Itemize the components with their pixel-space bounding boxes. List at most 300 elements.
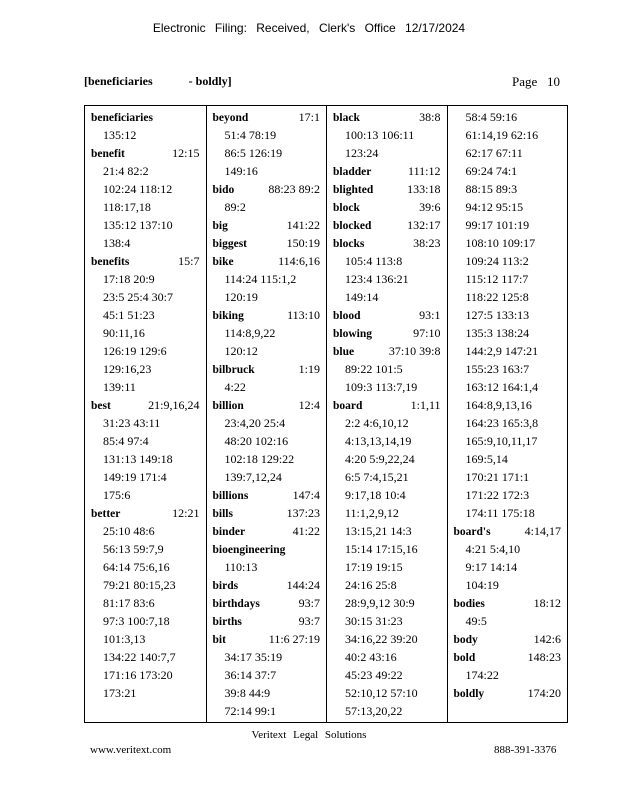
index-refs: 45:1 51:23 bbox=[103, 308, 155, 322]
index-refs: 163:12 164:1,4 bbox=[465, 380, 539, 394]
index-refs: 17:19 19:15 bbox=[345, 560, 403, 574]
index-refs: 12:4 bbox=[298, 398, 320, 412]
index-term: blue bbox=[333, 346, 355, 358]
index-refs: 99:17 101:19 bbox=[465, 218, 530, 232]
index-term: bit bbox=[212, 634, 226, 646]
index-refs: 114:6,16 bbox=[278, 254, 320, 268]
word-index-table bbox=[84, 105, 568, 723]
index-continuation bbox=[333, 540, 447, 558]
index-refs: 171:16 173:20 bbox=[103, 668, 173, 682]
index-refs: 164:8,9,13,16 bbox=[465, 398, 532, 412]
index-continuation bbox=[333, 432, 447, 450]
index-refs: 93:7 bbox=[298, 596, 320, 610]
index-refs: 89:22 101:5 bbox=[345, 362, 403, 376]
index-refs: 105:4 113:8 bbox=[345, 254, 403, 268]
index-term: bilbruck bbox=[212, 364, 255, 376]
index-continuation bbox=[91, 378, 206, 396]
index-refs: 9:17 14:14 bbox=[465, 560, 518, 574]
index-range-header: [beneficiaries - boldly] bbox=[84, 74, 232, 88]
index-continuation bbox=[333, 486, 447, 504]
index-continuation bbox=[91, 270, 206, 288]
index-continuation bbox=[454, 162, 568, 180]
index-refs: 132:17 bbox=[407, 218, 441, 232]
index-continuation bbox=[454, 270, 568, 288]
index-entry bbox=[213, 234, 327, 252]
footer-website: www.veritext.com bbox=[90, 744, 172, 756]
index-refs: 118:22 125:8 bbox=[465, 290, 529, 304]
index-term: blocked bbox=[333, 220, 372, 232]
index-refs: 25:10 48:6 bbox=[103, 524, 155, 538]
index-refs: 2:2 4:6,10,12 bbox=[345, 416, 409, 430]
index-continuation bbox=[213, 648, 327, 666]
index-continuation bbox=[213, 324, 327, 342]
index-term: beneficiaries bbox=[91, 112, 153, 124]
index-continuation bbox=[91, 162, 206, 180]
index-continuation bbox=[333, 522, 447, 540]
index-column bbox=[85, 106, 206, 722]
index-continuation bbox=[91, 612, 206, 630]
index-refs: 6:5 7:4,15,21 bbox=[345, 470, 409, 484]
index-continuation bbox=[213, 378, 327, 396]
page-number: 10 bbox=[547, 74, 561, 89]
index-continuation bbox=[333, 450, 447, 468]
index-continuation bbox=[454, 198, 568, 216]
index-continuation bbox=[333, 576, 447, 594]
index-continuation bbox=[454, 486, 568, 504]
index-continuation bbox=[213, 288, 327, 306]
index-refs: 141:22 bbox=[286, 218, 320, 232]
index-refs: 118:17,18 bbox=[103, 200, 151, 214]
index-term: billion bbox=[212, 400, 244, 412]
index-refs: 4:13,13,14,19 bbox=[345, 434, 412, 448]
index-continuation bbox=[454, 324, 568, 342]
index-continuation bbox=[454, 180, 568, 198]
index-refs: 11:6 27:19 bbox=[268, 632, 320, 646]
index-continuation bbox=[333, 378, 447, 396]
index-refs: 88:15 89:3 bbox=[465, 182, 518, 196]
index-entry bbox=[213, 306, 327, 324]
index-entry bbox=[454, 594, 568, 612]
index-continuation bbox=[91, 558, 206, 576]
index-column bbox=[326, 106, 447, 722]
index-refs: 4:22 bbox=[224, 380, 246, 394]
index-continuation bbox=[91, 360, 206, 378]
index-continuation bbox=[213, 342, 327, 360]
index-entry bbox=[213, 540, 327, 558]
index-continuation bbox=[454, 504, 568, 522]
index-continuation bbox=[91, 126, 206, 144]
index-term: birds bbox=[212, 580, 239, 592]
index-refs: 169:5,14 bbox=[465, 452, 508, 466]
index-entry bbox=[333, 324, 447, 342]
index-refs: 142:6 bbox=[533, 632, 561, 646]
index-continuation bbox=[91, 450, 206, 468]
index-continuation bbox=[91, 234, 206, 252]
index-continuation bbox=[454, 144, 568, 162]
index-continuation bbox=[333, 270, 447, 288]
index-refs: 134:22 140:7,7 bbox=[103, 650, 176, 664]
index-continuation bbox=[91, 324, 206, 342]
page-label: Page bbox=[512, 74, 538, 89]
index-continuation bbox=[91, 684, 206, 702]
index-refs: 144:24 bbox=[286, 578, 320, 592]
index-continuation bbox=[91, 468, 206, 486]
index-term: best bbox=[91, 400, 111, 412]
index-term: biggest bbox=[212, 238, 247, 250]
index-continuation bbox=[454, 666, 568, 684]
index-entry bbox=[333, 216, 447, 234]
index-refs: 149:16 bbox=[224, 164, 258, 178]
index-refs: 115:12 117:7 bbox=[465, 272, 529, 286]
index-refs: 144:2,9 147:21 bbox=[465, 344, 539, 358]
index-refs: 23:5 25:4 30:7 bbox=[103, 290, 174, 304]
index-refs: 110:13 bbox=[224, 560, 258, 574]
index-refs: 11:1,2,9,12 bbox=[345, 506, 399, 520]
index-refs: 88:23 89:2 bbox=[268, 182, 320, 196]
index-refs: 94:12 95:15 bbox=[465, 200, 524, 214]
index-refs: 135:12 bbox=[103, 128, 137, 142]
index-continuation bbox=[91, 648, 206, 666]
index-entry bbox=[333, 306, 447, 324]
index-continuation bbox=[333, 414, 447, 432]
index-continuation bbox=[91, 216, 206, 234]
index-continuation bbox=[213, 414, 327, 432]
index-refs: 28:9,9,12 30:9 bbox=[345, 596, 415, 610]
index-continuation bbox=[213, 666, 327, 684]
index-continuation bbox=[213, 198, 327, 216]
index-continuation bbox=[333, 504, 447, 522]
index-entry bbox=[91, 504, 206, 522]
index-refs: 51:4 78:19 bbox=[224, 128, 277, 142]
index-term: big bbox=[212, 220, 228, 232]
index-continuation bbox=[454, 288, 568, 306]
index-term: blocks bbox=[333, 238, 365, 250]
index-refs: 36:14 37:7 bbox=[224, 668, 277, 682]
index-refs: 89:2 bbox=[224, 200, 246, 214]
index-term: blowing bbox=[333, 328, 372, 340]
index-refs: 17:18 20:9 bbox=[103, 272, 155, 286]
index-refs: 4:14,17 bbox=[524, 524, 561, 538]
index-refs: 173:21 bbox=[103, 686, 137, 700]
index-refs: 18:12 bbox=[533, 596, 561, 610]
index-term: board's bbox=[453, 526, 491, 538]
index-refs: 174:22 bbox=[465, 668, 499, 682]
index-refs: 56:13 59:7,9 bbox=[103, 542, 164, 556]
index-continuation bbox=[333, 144, 447, 162]
index-refs: 149:14 bbox=[345, 290, 379, 304]
index-refs: 135:3 138:24 bbox=[465, 326, 530, 340]
index-refs: 102:24 118:12 bbox=[103, 182, 173, 196]
index-term: better bbox=[91, 508, 121, 520]
index-continuation bbox=[454, 540, 568, 558]
footer-company: Veritext Legal Solutions bbox=[251, 729, 367, 741]
index-refs: 37:10 39:8 bbox=[388, 344, 441, 358]
index-refs: 174:11 175:18 bbox=[465, 506, 535, 520]
index-continuation bbox=[454, 612, 568, 630]
index-refs: 79:21 80:15,23 bbox=[103, 578, 176, 592]
index-continuation bbox=[213, 684, 327, 702]
index-refs: 21:9,16,24 bbox=[148, 398, 200, 412]
index-entry bbox=[333, 198, 447, 216]
index-refs: 102:18 129:22 bbox=[224, 452, 295, 466]
index-term: biking bbox=[212, 310, 244, 322]
index-refs: 138:4 bbox=[103, 236, 131, 250]
index-continuation bbox=[91, 666, 206, 684]
index-entry bbox=[213, 180, 327, 198]
index-entry bbox=[333, 108, 447, 126]
index-refs: 111:12 bbox=[408, 164, 441, 178]
index-continuation bbox=[91, 576, 206, 594]
index-refs: 149:19 171:4 bbox=[103, 470, 167, 484]
index-refs: 1:19 bbox=[298, 362, 320, 376]
index-refs: 174:20 bbox=[527, 686, 561, 700]
index-refs: 39:8 44:9 bbox=[224, 686, 271, 700]
index-refs: 139:11 bbox=[103, 380, 136, 394]
index-term: boldly bbox=[453, 688, 485, 700]
index-continuation bbox=[454, 108, 568, 126]
index-term: bido bbox=[212, 184, 235, 196]
index-refs: 170:21 171:1 bbox=[465, 470, 530, 484]
index-refs: 123:4 136:21 bbox=[345, 272, 409, 286]
index-term: bold bbox=[453, 652, 476, 664]
index-continuation bbox=[91, 432, 206, 450]
index-refs: 120:12 bbox=[224, 344, 258, 358]
index-refs: 127:5 133:13 bbox=[465, 308, 530, 322]
index-refs: 133:18 bbox=[407, 182, 441, 196]
index-refs: 120:19 bbox=[224, 290, 258, 304]
index-refs: 24:16 25:8 bbox=[345, 578, 397, 592]
index-entry bbox=[333, 162, 447, 180]
index-refs: 109:24 113:2 bbox=[465, 254, 529, 268]
index-continuation bbox=[333, 702, 447, 720]
index-term: billions bbox=[212, 490, 249, 502]
index-refs: 12:15 bbox=[172, 146, 200, 160]
index-refs: 150:19 bbox=[286, 236, 320, 250]
index-continuation bbox=[333, 288, 447, 306]
index-entry bbox=[213, 630, 327, 648]
index-refs: 114:8,9,22 bbox=[224, 326, 276, 340]
index-refs: 113:10 bbox=[287, 308, 320, 322]
index-entry bbox=[213, 522, 327, 540]
index-entry bbox=[91, 252, 206, 270]
index-refs: 97:3 100:7,18 bbox=[103, 614, 170, 628]
index-entry bbox=[213, 594, 327, 612]
index-continuation bbox=[454, 396, 568, 414]
index-refs: 61:14,19 62:16 bbox=[465, 128, 539, 142]
index-entry bbox=[333, 234, 447, 252]
index-refs: 175:6 bbox=[103, 488, 131, 502]
index-refs: 41:22 bbox=[292, 524, 320, 538]
index-refs: 38:23 bbox=[413, 236, 441, 250]
index-continuation bbox=[333, 648, 447, 666]
index-refs: 100:13 106:11 bbox=[345, 128, 415, 142]
index-continuation bbox=[213, 162, 327, 180]
index-column bbox=[206, 106, 327, 722]
index-continuation bbox=[333, 630, 447, 648]
index-continuation bbox=[91, 180, 206, 198]
index-refs: 40:2 43:16 bbox=[345, 650, 397, 664]
index-refs: 72:14 99:1 bbox=[224, 704, 277, 718]
index-term: bills bbox=[212, 508, 233, 520]
index-entry bbox=[91, 396, 206, 414]
index-term: bodies bbox=[453, 598, 485, 610]
index-entry bbox=[213, 396, 327, 414]
index-term: binder bbox=[212, 526, 246, 538]
index-continuation bbox=[91, 198, 206, 216]
index-refs: 62:17 67:11 bbox=[465, 146, 523, 160]
index-refs: 126:19 129:6 bbox=[103, 344, 167, 358]
index-continuation bbox=[213, 558, 327, 576]
index-refs: 104:19 bbox=[465, 578, 499, 592]
index-refs: 86:5 126:19 bbox=[224, 146, 283, 160]
index-continuation bbox=[213, 468, 327, 486]
index-continuation bbox=[333, 468, 447, 486]
footer-phone: 888-391-3376 bbox=[494, 744, 557, 756]
index-continuation bbox=[91, 540, 206, 558]
index-refs: 15:14 17:15,16 bbox=[345, 542, 418, 556]
index-term: blood bbox=[333, 310, 361, 322]
index-term: benefits bbox=[91, 256, 130, 268]
index-continuation bbox=[454, 378, 568, 396]
index-continuation bbox=[333, 666, 447, 684]
index-continuation bbox=[333, 684, 447, 702]
index-term: birthdays bbox=[212, 598, 260, 610]
index-term: bioengineering bbox=[212, 544, 286, 556]
index-refs: 101:3,13 bbox=[103, 632, 146, 646]
index-continuation bbox=[213, 144, 327, 162]
index-term: body bbox=[453, 634, 478, 646]
index-refs: 148:23 bbox=[527, 650, 561, 664]
index-refs: 108:10 109:17 bbox=[465, 236, 536, 250]
index-entry bbox=[213, 504, 327, 522]
index-term: bladder bbox=[333, 166, 372, 178]
index-refs: 57:13,20,22 bbox=[345, 704, 403, 718]
index-entry bbox=[454, 522, 568, 540]
index-refs: 64:14 75:6,16 bbox=[103, 560, 170, 574]
index-refs: 34:17 35:19 bbox=[224, 650, 283, 664]
index-refs: 171:22 172:3 bbox=[465, 488, 530, 502]
index-entry bbox=[91, 108, 206, 126]
index-continuation bbox=[91, 522, 206, 540]
index-refs: 4:21 5:4,10 bbox=[465, 542, 521, 556]
index-column bbox=[447, 106, 568, 722]
index-continuation bbox=[91, 594, 206, 612]
index-refs: 147:4 bbox=[292, 488, 320, 502]
index-refs: 93:1 bbox=[419, 308, 441, 322]
index-refs: 164:23 165:3,8 bbox=[465, 416, 539, 430]
index-refs: 123:24 bbox=[345, 146, 379, 160]
index-refs: 4:20 5:9,22,24 bbox=[345, 452, 415, 466]
index-entry bbox=[213, 216, 327, 234]
index-term: benefit bbox=[91, 148, 125, 160]
index-continuation bbox=[333, 252, 447, 270]
index-entry bbox=[454, 684, 568, 702]
index-continuation bbox=[213, 270, 327, 288]
index-entry bbox=[213, 612, 327, 630]
index-term: beyond bbox=[212, 112, 249, 124]
index-continuation bbox=[454, 450, 568, 468]
index-continuation bbox=[91, 630, 206, 648]
index-refs: 93:7 bbox=[298, 614, 320, 628]
index-refs: 131:13 149:18 bbox=[103, 452, 173, 466]
index-entry bbox=[213, 360, 327, 378]
index-entry bbox=[91, 144, 206, 162]
index-refs: 58:4 59:16 bbox=[465, 110, 518, 124]
index-continuation bbox=[454, 558, 568, 576]
index-entry bbox=[333, 342, 447, 360]
index-continuation bbox=[213, 450, 327, 468]
index-refs: 114:24 115:1,2 bbox=[224, 272, 297, 286]
index-refs: 52:10,12 57:10 bbox=[345, 686, 418, 700]
index-refs: 69:24 74:1 bbox=[465, 164, 518, 178]
index-refs: 15:7 bbox=[178, 254, 200, 268]
index-refs: 81:17 83:6 bbox=[103, 596, 155, 610]
index-continuation bbox=[454, 306, 568, 324]
index-term: block bbox=[333, 202, 360, 214]
index-refs: 30:15 31:23 bbox=[345, 614, 403, 628]
index-refs: 12:21 bbox=[172, 506, 200, 520]
index-refs: 48:20 102:16 bbox=[224, 434, 289, 448]
index-continuation bbox=[454, 216, 568, 234]
index-continuation bbox=[454, 432, 568, 450]
index-refs: 155:23 163:7 bbox=[465, 362, 530, 376]
index-refs: 13:15,21 14:3 bbox=[345, 524, 412, 538]
index-continuation bbox=[454, 468, 568, 486]
index-entry bbox=[454, 630, 568, 648]
page-indicator bbox=[512, 74, 560, 90]
index-entry bbox=[333, 396, 447, 414]
index-refs: 49:5 bbox=[465, 614, 487, 628]
index-term: board bbox=[333, 400, 363, 412]
index-continuation bbox=[333, 558, 447, 576]
index-refs: 109:3 113:7,19 bbox=[345, 380, 418, 394]
index-refs: 139:7,12,24 bbox=[224, 470, 282, 484]
index-continuation bbox=[454, 342, 568, 360]
index-refs: 31:23 43:11 bbox=[103, 416, 161, 430]
index-entry bbox=[213, 576, 327, 594]
index-term: bike bbox=[212, 256, 234, 268]
index-refs: 39:6 bbox=[419, 200, 441, 214]
index-refs: 34:16,22 39:20 bbox=[345, 632, 418, 646]
index-refs: 129:16,23 bbox=[103, 362, 152, 376]
index-refs: 45:23 49:22 bbox=[345, 668, 403, 682]
index-continuation bbox=[213, 432, 327, 450]
index-continuation bbox=[454, 360, 568, 378]
index-refs: 85:4 97:4 bbox=[103, 434, 149, 448]
index-continuation bbox=[91, 288, 206, 306]
index-entry bbox=[213, 252, 327, 270]
index-entry bbox=[213, 108, 327, 126]
index-refs: 21:4 82:2 bbox=[103, 164, 149, 178]
index-term: births bbox=[212, 616, 242, 628]
filing-stamp-banner: Electronic Filing: Received, Clerk's Office 12/17/2024 bbox=[152, 21, 466, 35]
index-refs: 90:11,16 bbox=[103, 326, 145, 340]
index-continuation bbox=[91, 414, 206, 432]
index-refs: 17:1 bbox=[298, 110, 320, 124]
index-continuation bbox=[91, 486, 206, 504]
index-continuation bbox=[454, 126, 568, 144]
index-refs: 23:4,20 25:4 bbox=[224, 416, 286, 430]
index-refs: 38:8 bbox=[419, 110, 441, 124]
index-continuation bbox=[333, 594, 447, 612]
index-refs: 135:12 137:10 bbox=[103, 218, 173, 232]
index-continuation bbox=[454, 576, 568, 594]
index-refs: 1:1,11 bbox=[410, 398, 441, 412]
index-continuation bbox=[454, 252, 568, 270]
index-refs: 165:9,10,11,17 bbox=[465, 434, 538, 448]
index-continuation bbox=[454, 234, 568, 252]
index-entry bbox=[213, 486, 327, 504]
